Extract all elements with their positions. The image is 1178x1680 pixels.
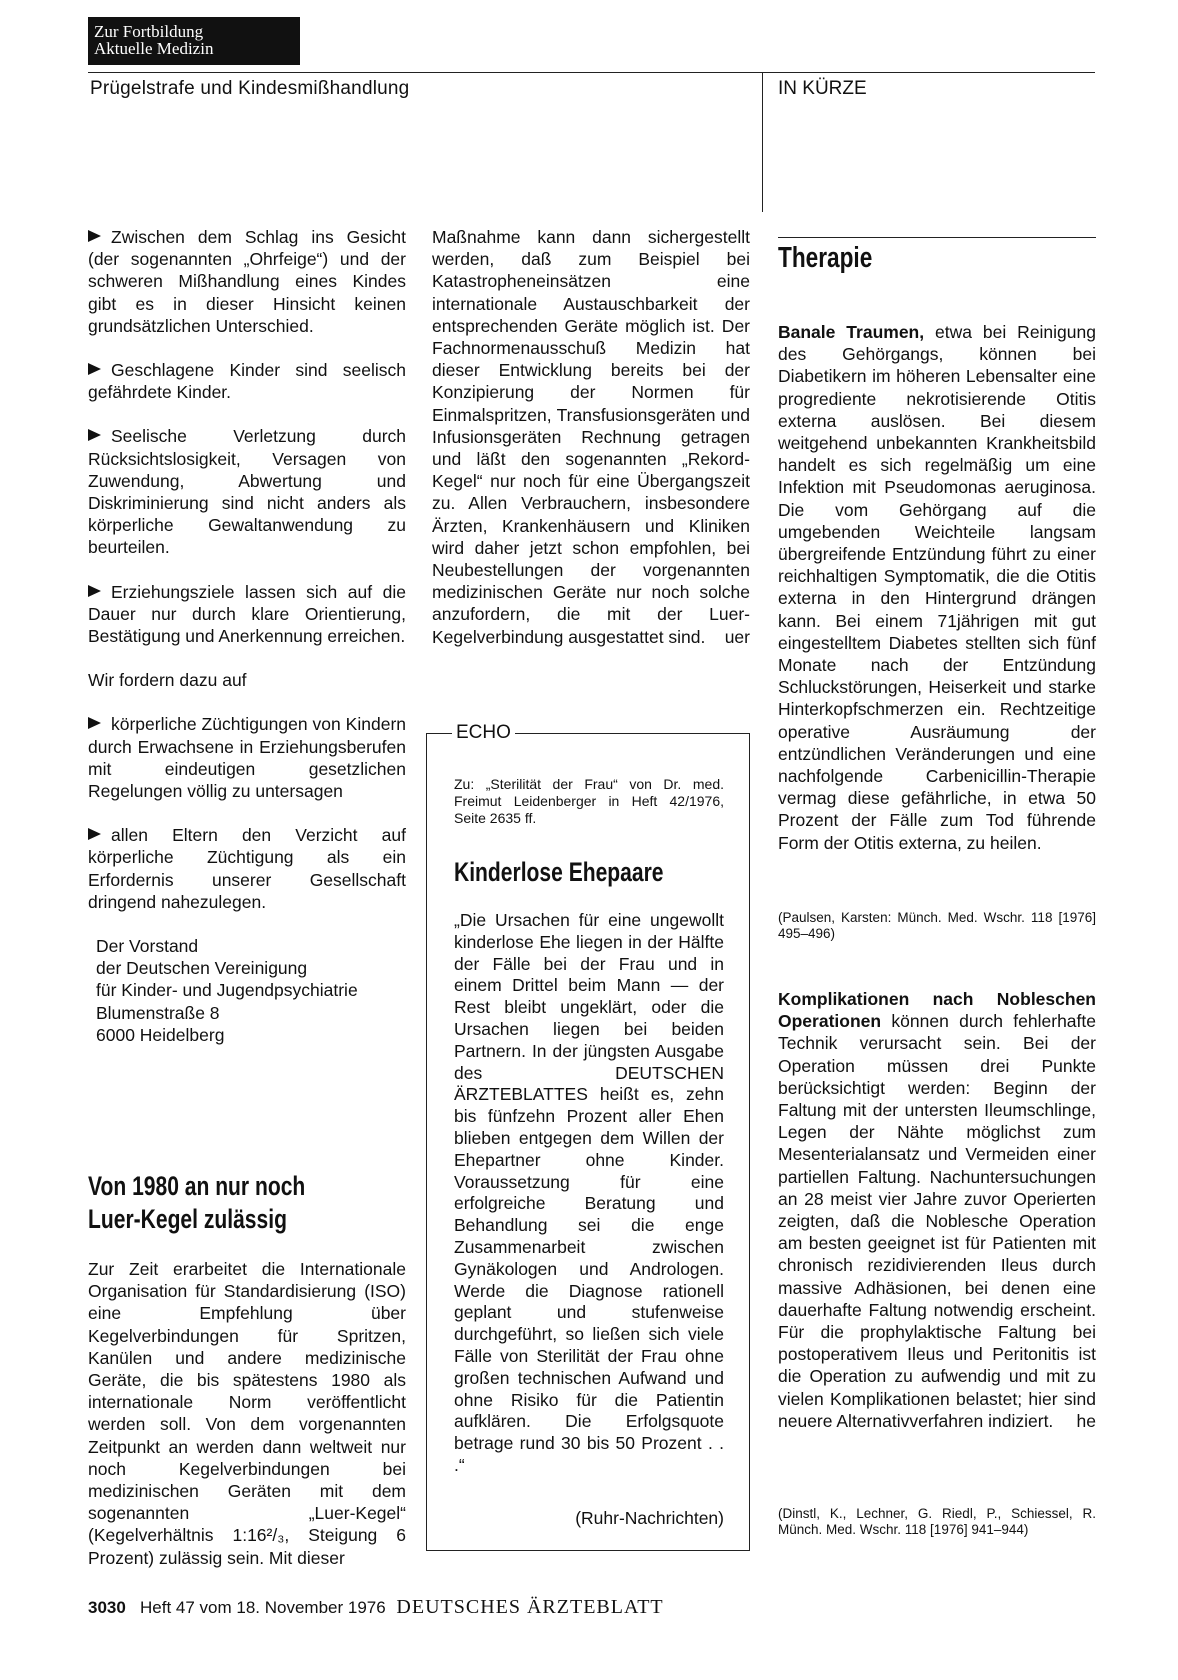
triangle-bullet-icon	[88, 363, 101, 375]
page-number: 3030	[88, 1598, 126, 1617]
demand-2: allen Eltern den Verzicht auf körperliche Züchtigung als ein Erfordernis unserer Gesellschaft dringend nahezulegen.	[88, 825, 406, 912]
section-badge	[88, 17, 300, 65]
journal-name: DEUTSCHES ÄRZTEBLATT	[396, 1596, 664, 1618]
therapie-item-2: Komplikationen nach Nobleschen Operationen können durch fehlerhafte Technik verursacht sein. Bei der Operation müssen drei Punkte berücksichtigt werden: Beginn der Faltung mit der untersten Ileumschlinge, Legen der Nähte möglichst zum Mesenterialansatz und Vermeiden einer partiellen Faltung. Nachuntersuchungen an 28 meist vier Jahre zuvor Operierten zeigten, daß die Noblesche Operation am besten geeignet ist für Patienten mit chronisch rezidivierenden Ileus durch massive Adhäsionen, bei denen eine dauerhafte Faltung notwendig erscheint. Für die prophylaktische Faltung bei postoperativem Ileus und Peritonitis ist die Operation zu aufwendig und mit zu vielen Komplikationen belastet; hier sind neuere Alternativverfahren indiziert. he	[778, 989, 1096, 1431]
luer-author: uer	[724, 626, 750, 647]
echo-body: „Die Ursachen für eine ungewollt kinderlose Ehe liegen in der Hälfte der Fälle bei der Frau und in einem Drittel beim Mann — der Rest bleibt ungeklärt, oder die Ursachen liegen bei beiden Partnern. In der jüngsten Ausgabe des DEUTSCHEN ÄRZTEBLATTES heißt es, zehn bis fünfzehn Prozent aller Ehen blieben entgegen dem Willen der Ehepartner ohne Kinder. Voraussetzung für eine erfolgreiche Beratung und Behandlung sei die enge Zusammenarbeit zwischen Gynäkologen und Andrologen. Werde die Diagnose rationell geplant und stufenweise durchgeführt, so ließen sich viele Fälle von Sterilität der Frau ohne großen technischen Aufwand und ohne Risiko für die Patientin aufklären. Die Erfolgsquote betrage rund 30 bis 50 Prozent . . .“	[454, 910, 724, 1475]
therapie-item-2-reference: (Dinstl, K., Lechner, G. Riedl, P., Schiessel, R. Münch. Med. Wschr. 118 [1976] 941–944)	[778, 1506, 1096, 1537]
therapie-item-1: Banale Traumen, etwa bei Reinigung des Gehörgangs, können bei Diabetikern im höheren Lebensalter eine progrediente nekrotisierende Otitis externa auslösen. Bei diesem weitgehend unbekannten Krankheitsbild handelt es sich regelmäßig um eine Infektion mit Pseudomonas aeruginosa. Die vom Gehörgang auf die umgebenden Weichteile langsam übergreifende Entzündung führt zu einer reichhaltigen Symptomatik, die die Otitis externa in den Hintergrund drängen kann. Bei einem 71jährigen mit gut eingestelltem Diabetes stellten sich fünf Monate nach der Entzündung Schluckstörungen, Heiserkeit und starke Hinterkopfschmerzen ein. Rechtzeitige operative Ausräumung der entzündlichen Veränderungen und eine nachfolgende Carbenicillin-Therapie vermag diese gefährliche, in etwa 50 Prozent der Fälle zum Tod führende Form der Otitis externa, zu heilen.	[778, 322, 1096, 853]
echo-label: ECHO	[452, 722, 515, 744]
triangle-bullet-icon	[88, 585, 101, 597]
demand-intro: Wir fordern dazu auf	[88, 670, 247, 691]
therapie-rule	[778, 237, 1096, 238]
therapie-item-1-reference: (Paulsen, Karsten: Münch. Med. Wschr. 118 [1976] 495–496)	[778, 910, 1096, 941]
demand-1: körperliche Züchtigungen von Kindern durch Erwachsene in Erziehungsberufen mit eindeutigen gesetzlichen Regelungen völlig zu untersagen	[88, 714, 406, 802]
triangle-bullet-icon	[88, 230, 101, 242]
therapie-headline: Therapie	[778, 242, 873, 274]
header-rule	[88, 72, 1095, 73]
luer-body: Zur Zeit erarbeitet die Internationale Organisation für Standardisierung (ISO) eine Empfehlung über Kegelverbindungen für Spritzen, Kanülen und andere medizinische Geräte, die bis spätestens 1980 als internationale Norm veröffentlicht werden soll. Von dem vorgenannten Zeitpunkt an werden dann weltweit nur noch Kegelverbindungen bei medizinischen Geräten mit dem sogenannten „Luer-Kegel“ (Kegelverhältnis 1:16²/₃, Steigung 6 Prozent) zulässig sein. Mit dieser	[88, 1259, 406, 1568]
echo-headline: Kinderlose Ehepaare	[454, 857, 664, 887]
therapie-item-2-author: he	[1076, 1410, 1096, 1431]
point-3: Seelische Verletzung durch Rücksichtslosigkeit, Versagen von Zuwendung, Abwertung und Diskriminierung sind nicht anders als körperliche Gewaltanwendung zu beurteilen.	[88, 426, 406, 558]
point-4: Erziehungsziele lassen sich auf die Dauer nur durch klare Orientierung, Bestätigung und Anerkennung erreichen.	[88, 581, 406, 647]
issue-info: Heft 47 vom 18. November 1976	[140, 1598, 386, 1617]
triangle-bullet-icon	[88, 429, 101, 441]
echo-source: (Ruhr-Nachrichten)	[575, 1508, 724, 1528]
triangle-bullet-icon	[88, 717, 101, 729]
column-left	[88, 226, 406, 1046]
header-divider	[762, 72, 763, 212]
point-1: Zwischen dem Schlag ins Gesicht (der sogenannten „Ohrfeige“) und der schweren Mißhandlung eines Kindes gibt es in dieser Hinsicht keinen grundsätzlichen Unterschied.	[88, 227, 406, 336]
badge-line-2: Aktuelle Medizin	[94, 39, 214, 58]
luer-headline: Von 1980 an nur noch Luer-Kegel zulässig	[88, 1171, 306, 1234]
triangle-bullet-icon	[88, 828, 101, 840]
page-footer	[88, 1596, 664, 1619]
echo-reference: Zu: „Sterilität der Frau“ von Dr. med. Freimut Leidenberger in Heft 42/1976, Seite 2635 ff.	[454, 776, 724, 826]
point-2: Geschlagene Kinder sind seelisch gefährdete Kinder.	[88, 360, 406, 403]
luer-continued: Maßnahme kann dann sichergestellt werden, daß zum Beispiel bei Katastropheneinsätzen eine internationale Austauschbarkeit der entsprechenden Geräte möglich ist. Der Fachnormenausschuß Medizin hat dieser Entwicklung bereits bei der Konzipierung der Normen für Einmalspritzen, Transfusionsgeräten und Infusionsgeräten Rechnung getragen und läßt den sogenannten „Rekord-Kegel“ nur noch für eine Übergangszeit zu. Allen Verbrauchern, insbesondere Ärzten, Krankenhäusern und Kliniken wird daher jetzt schon empfohlen, bei Neubestellungen der vorgenannten medizinischen Geräte nur noch solche anzufordern, die mit der Luer-Kegelverbindung ausgestattet sind. uer	[432, 227, 750, 647]
badge-line-1: Zur Fortbildung	[94, 22, 204, 41]
signature: Der Vorstand der Deutschen Vereinigung für Kinder- und Jugendpsychiatrie Blumenstraße 8 6000 Heidelberg	[96, 936, 358, 1045]
section-title: Prügelstrafe und Kindesmißhandlung	[90, 78, 410, 99]
sidebar-label: IN KÜRZE	[778, 78, 867, 99]
